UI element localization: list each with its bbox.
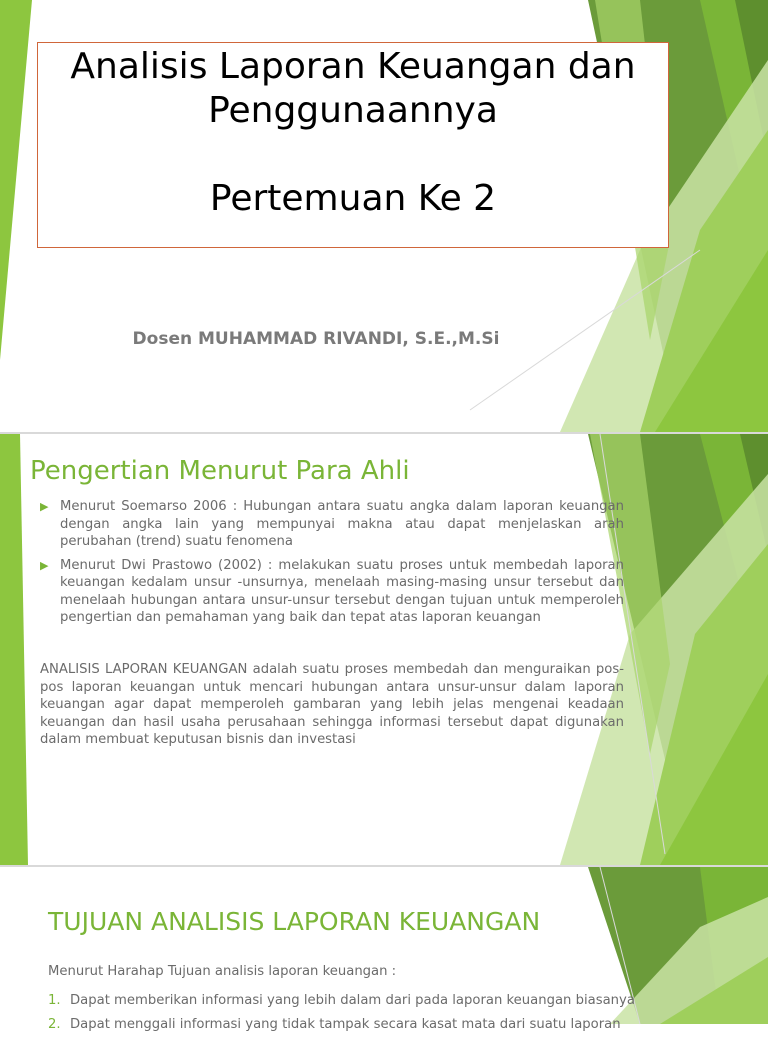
section-heading: TUJUAN ANALISIS LAPORAN KEUANGAN — [48, 907, 541, 936]
list-item — [48, 989, 635, 1013]
triangle-bullet-icon: ▶ — [40, 558, 49, 572]
slide-title-line-2: Penggunaannya — [208, 90, 498, 131]
slide-1 — [0, 0, 768, 432]
list-item-text: Menurut Soemarso 2006 : Hubungan antara suatu angka dalam laporan keuangan dengan angka lain yang mempunyai makna atau dapat menjelaskan arah perubahan (trend) suatu fenomena — [60, 499, 624, 549]
slide-title-line-1: Analisis Laporan Keuangan dan — [70, 46, 636, 87]
list-item — [48, 1013, 621, 1037]
title-box — [37, 42, 669, 248]
slide-subtitle: Pertemuan Ke 2 — [209, 178, 497, 219]
list-item — [38, 498, 624, 551]
list-item-text: Dapat memberikan informasi yang lebih dalam dari pada laporan keuangan biasanya — [70, 993, 635, 1008]
section-heading: Pengertian Menurut Para Ahli — [30, 456, 410, 486]
presenter-name: Dosen MUHAMMAD RIVANDI, S.E.,M.Si — [132, 329, 500, 349]
definition-paragraph: ANALISIS LAPORAN KEUANGAN adalah suatu proses membedah dan menguraikan pos-pos laporan keuangan untuk mencari hubungan antara unsur-unsur dalam laporan keuangan agar dapat memperoleh gambaran yang lebih jelas mengenai keadaan keuangan dan hasil usaha perusahaan sehingga informasi tersebut dapat digunakan dalam membuat keputusan bisnis dan investasi — [40, 662, 624, 747]
list-number: 1. — [48, 993, 61, 1008]
slide-3 — [0, 867, 768, 1032]
list-item — [38, 557, 624, 627]
slide-2 — [0, 434, 768, 865]
triangle-bullet-icon: ▶ — [40, 500, 49, 513]
definition-list — [38, 498, 624, 633]
objectives-list — [48, 989, 635, 1037]
list-item-text: Dapat menggali informasi yang tidak tampak secara kasat mata dari suatu laporan — [70, 1017, 621, 1032]
list-number: 2. — [48, 1017, 61, 1032]
list-intro: Menurut Harahap Tujuan analisis laporan keuangan : — [48, 964, 397, 979]
list-item-text: Menurut Dwi Prastowo (2002) : melakukan suatu proses untuk membedah laporan keuangan kedalam unsur -unsurnya, menelaah masing-masing unsur tersebut dan menelaah hubungan antara unsur-unsur tersebut dengan tujuan untuk memperoleh pengertian dan pemahaman yang baik dan tepat atas laporan keuangan — [60, 557, 624, 625]
